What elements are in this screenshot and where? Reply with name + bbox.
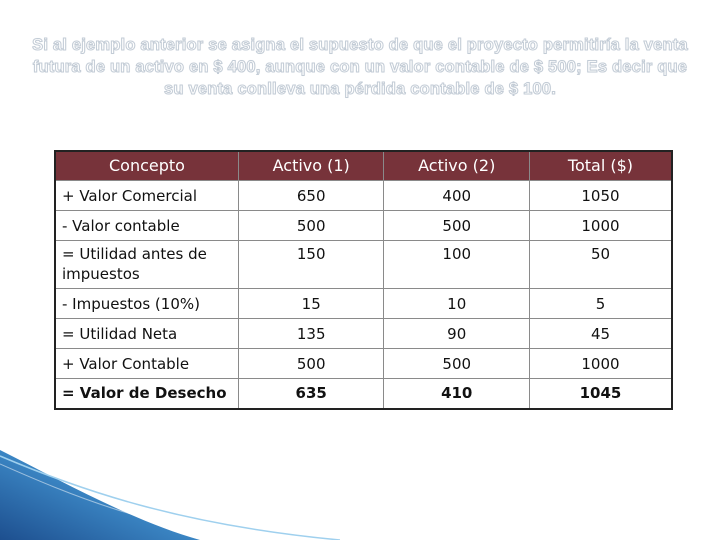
table-row xyxy=(55,289,672,319)
header-activo-2: Activo (2) xyxy=(384,151,530,181)
table-row xyxy=(55,181,672,211)
table-row xyxy=(55,379,672,409)
header-total: Total ($) xyxy=(529,151,672,181)
header-activo-1: Activo (1) xyxy=(238,151,384,181)
cell-activo-1: 635 xyxy=(238,379,384,409)
row-label: = Valor de Desecho xyxy=(55,379,238,409)
cell-total: 1050 xyxy=(529,181,672,211)
row-label: - Impuestos (10%) xyxy=(55,289,238,319)
cell-activo-2: 90 xyxy=(384,319,530,349)
table-row xyxy=(55,349,672,379)
cell-total: 5 xyxy=(529,289,672,319)
table-row xyxy=(55,319,672,349)
row-label: = Utilidad antes de impuestos xyxy=(55,241,238,289)
header-concepto: Concepto xyxy=(55,151,238,181)
cell-activo-2: 500 xyxy=(384,211,530,241)
cell-activo-2: 400 xyxy=(384,181,530,211)
row-label: + Valor Contable xyxy=(55,349,238,379)
row-label: - Valor contable xyxy=(55,211,238,241)
cell-activo-2: 500 xyxy=(384,349,530,379)
cell-activo-1: 500 xyxy=(238,349,384,379)
slide-title: Si al ejemplo anterior se asigna el supuesto de que el proyecto permitiría la venta futura de un activo en $ 400, aunque con un valor contable de $ 500; Es decir que su venta conlleva una pérdida contable de $ 100. xyxy=(32,36,688,98)
cell-activo-1: 15 xyxy=(238,289,384,319)
cell-activo-2: 10 xyxy=(384,289,530,319)
cell-total: 1000 xyxy=(529,211,672,241)
row-label: + Valor Comercial xyxy=(55,181,238,211)
cell-total: 50 xyxy=(529,241,672,289)
decorative-corner-ribbon xyxy=(0,450,340,540)
data-table xyxy=(54,150,673,410)
cell-total: 1000 xyxy=(529,349,672,379)
row-label: = Utilidad Neta xyxy=(55,319,238,349)
cell-activo-1: 135 xyxy=(238,319,384,349)
table-header-row xyxy=(55,151,672,181)
table-row xyxy=(55,241,672,289)
cell-total: 45 xyxy=(529,319,672,349)
cell-activo-1: 650 xyxy=(238,181,384,211)
cell-total: 1045 xyxy=(529,379,672,409)
cell-activo-1: 500 xyxy=(238,211,384,241)
cell-activo-2: 100 xyxy=(384,241,530,289)
cell-activo-1: 150 xyxy=(238,241,384,289)
cell-activo-2: 410 xyxy=(384,379,530,409)
table-row xyxy=(55,211,672,241)
